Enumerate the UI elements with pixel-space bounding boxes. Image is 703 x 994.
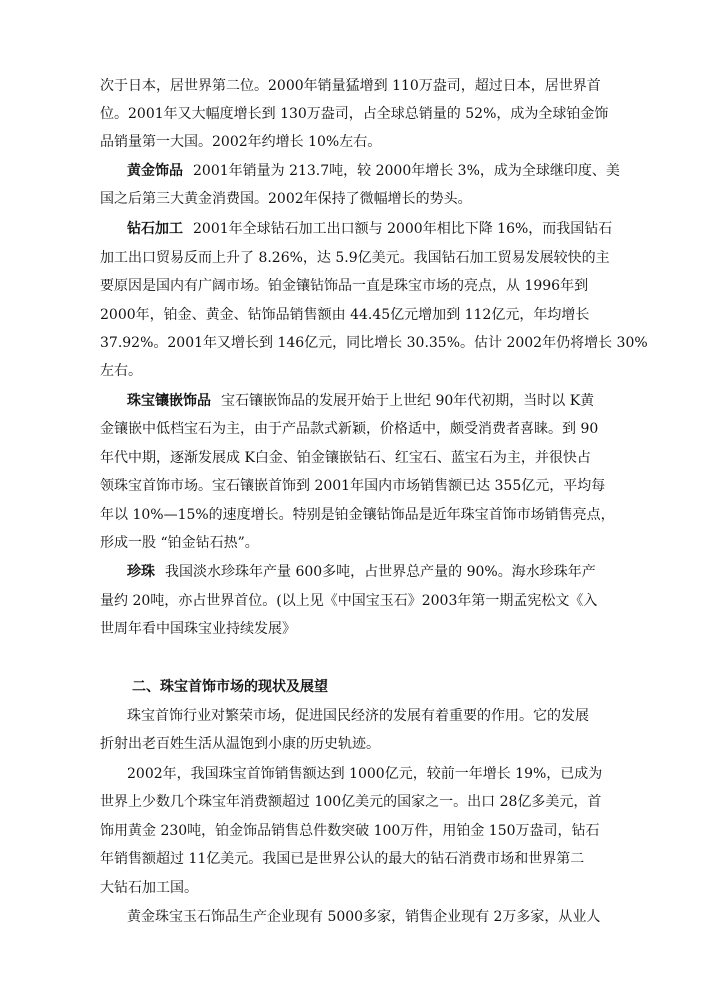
text-line: 2002年，我国珠宝首饰销售额达到 1000亿元，较前一年增长 19%，已成为 — [127, 766, 603, 782]
text-line: 量约 20吨，亦占世界首位。(以上见《中国宝玉石》2003年第一期孟宪松文《入 — [100, 593, 598, 609]
text-line: 2001年全球钻石加工出口额与 2000年相比下降 16%，而我国钻石 — [193, 221, 613, 237]
text-line: 位。2001年又大幅度增长到 130万盎司，占全球总销量的 52%，成为全球铂金饰 — [100, 106, 609, 122]
heading-gem: 珠宝镶嵌饰品 — [127, 393, 211, 409]
text-line: 形成一股 “铂金钻石热”。 — [100, 535, 259, 551]
text-line: 世周年看中国珠宝业持续发展》 — [100, 621, 296, 637]
text-line: 折射出老百姓生活从温饱到小康的历史轨迹。 — [100, 736, 380, 752]
text-line: 世界上少数几个珠宝年消费额超过 100亿美元的国家之一。出口 28亿多美元，首 — [100, 794, 602, 810]
text-line: 年销售额超过 11亿美元。我国已是世界公认的最大的钻石消费市场和世界第二 — [100, 851, 585, 867]
text-line: 品销量第一大国。2002年约增长 10%左右。 — [100, 134, 382, 150]
text-line: 珠宝首饰行业对繁荣市场，促进国民经济的发展有着重要的作用。它的发展 — [127, 708, 589, 724]
text-line: 2001年销量为 213.7吨，较 2000年增长 3%，成为全球继印度、美 — [193, 163, 620, 179]
text-line: 2000年，铂金、黄金、钻饰品销售额由 44.45亿元增加到 112亿元，年均增长 — [100, 307, 590, 323]
text-line: 次于日本，居世界第二位。2000年销量猛增到 110万盎司，超过日本，居世界首 — [100, 78, 601, 94]
heading-gold: 黄金饰品 — [127, 163, 183, 179]
text-line: 金镶嵌中低档宝石为主，由于产品款式新颖，价格适中，颇受消费者喜睐。到 90 — [100, 421, 599, 437]
text-line: 加工出口贸易反而上升了 8.26%，达 5.9亿美元。我国钻石加工贸易发展较快的主 — [100, 250, 610, 266]
text-line: 37.92%。2001年又增长到 146亿元，同比增长 30.35%。估计 2002年仍将增长 30% — [100, 335, 648, 351]
text-line: 领珠宝首饰市场。宝石镶嵌首饰到 2001年国内市场销售额已达 355亿元，平均每 — [100, 478, 606, 494]
text-line: 我国淡水珍珠年产量 600多吨，占世界总产量的 90%。海水珍珠年产 — [165, 564, 596, 580]
heading-diamond: 钻石加工 — [127, 221, 183, 237]
text-line: 黄金珠宝玉石饰品生产企业现有 5000多家，销售企业现有 2万多家，从业人 — [127, 909, 601, 925]
section-title: 二、珠宝首饰市场的现状及展望 — [132, 679, 328, 695]
text-line: 国之后第三大黄金消费国。2002年保持了微幅增长的势头。 — [100, 191, 472, 207]
text-line: 年代中期，逐渐发展成 K白金、铂金镶嵌钻石、红宝石、蓝宝石为主，并很快占 — [100, 450, 591, 466]
paragraph-diamond — [127, 219, 613, 239]
heading-pearl: 珍珠 — [127, 564, 155, 580]
text-line: 大钻石加工国。 — [100, 880, 198, 896]
paragraph-gem — [127, 391, 604, 411]
text-line: 左右。 — [100, 363, 142, 379]
text-line: 饰用黄金 230吨，铂金饰品销售总件数突破 100万件，用铂金 150万盎司，钻石 — [100, 823, 600, 839]
text-line: 年以 10%—15%的速度增长。特别是铂金镶钻饰品是近年珠宝首饰市场销售亮点， — [100, 507, 615, 523]
text-line: 要原因是国内有广阔市场。铂金镶钻饰品一直是珠宝市场的亮点，从 1996年到 — [100, 278, 589, 294]
text-line: 宝石镶嵌饰品的发展开始于上世纪 90年代初期，当时以 K黄 — [221, 393, 595, 409]
paragraph-gold — [127, 161, 620, 181]
paragraph-pearl — [127, 562, 604, 582]
